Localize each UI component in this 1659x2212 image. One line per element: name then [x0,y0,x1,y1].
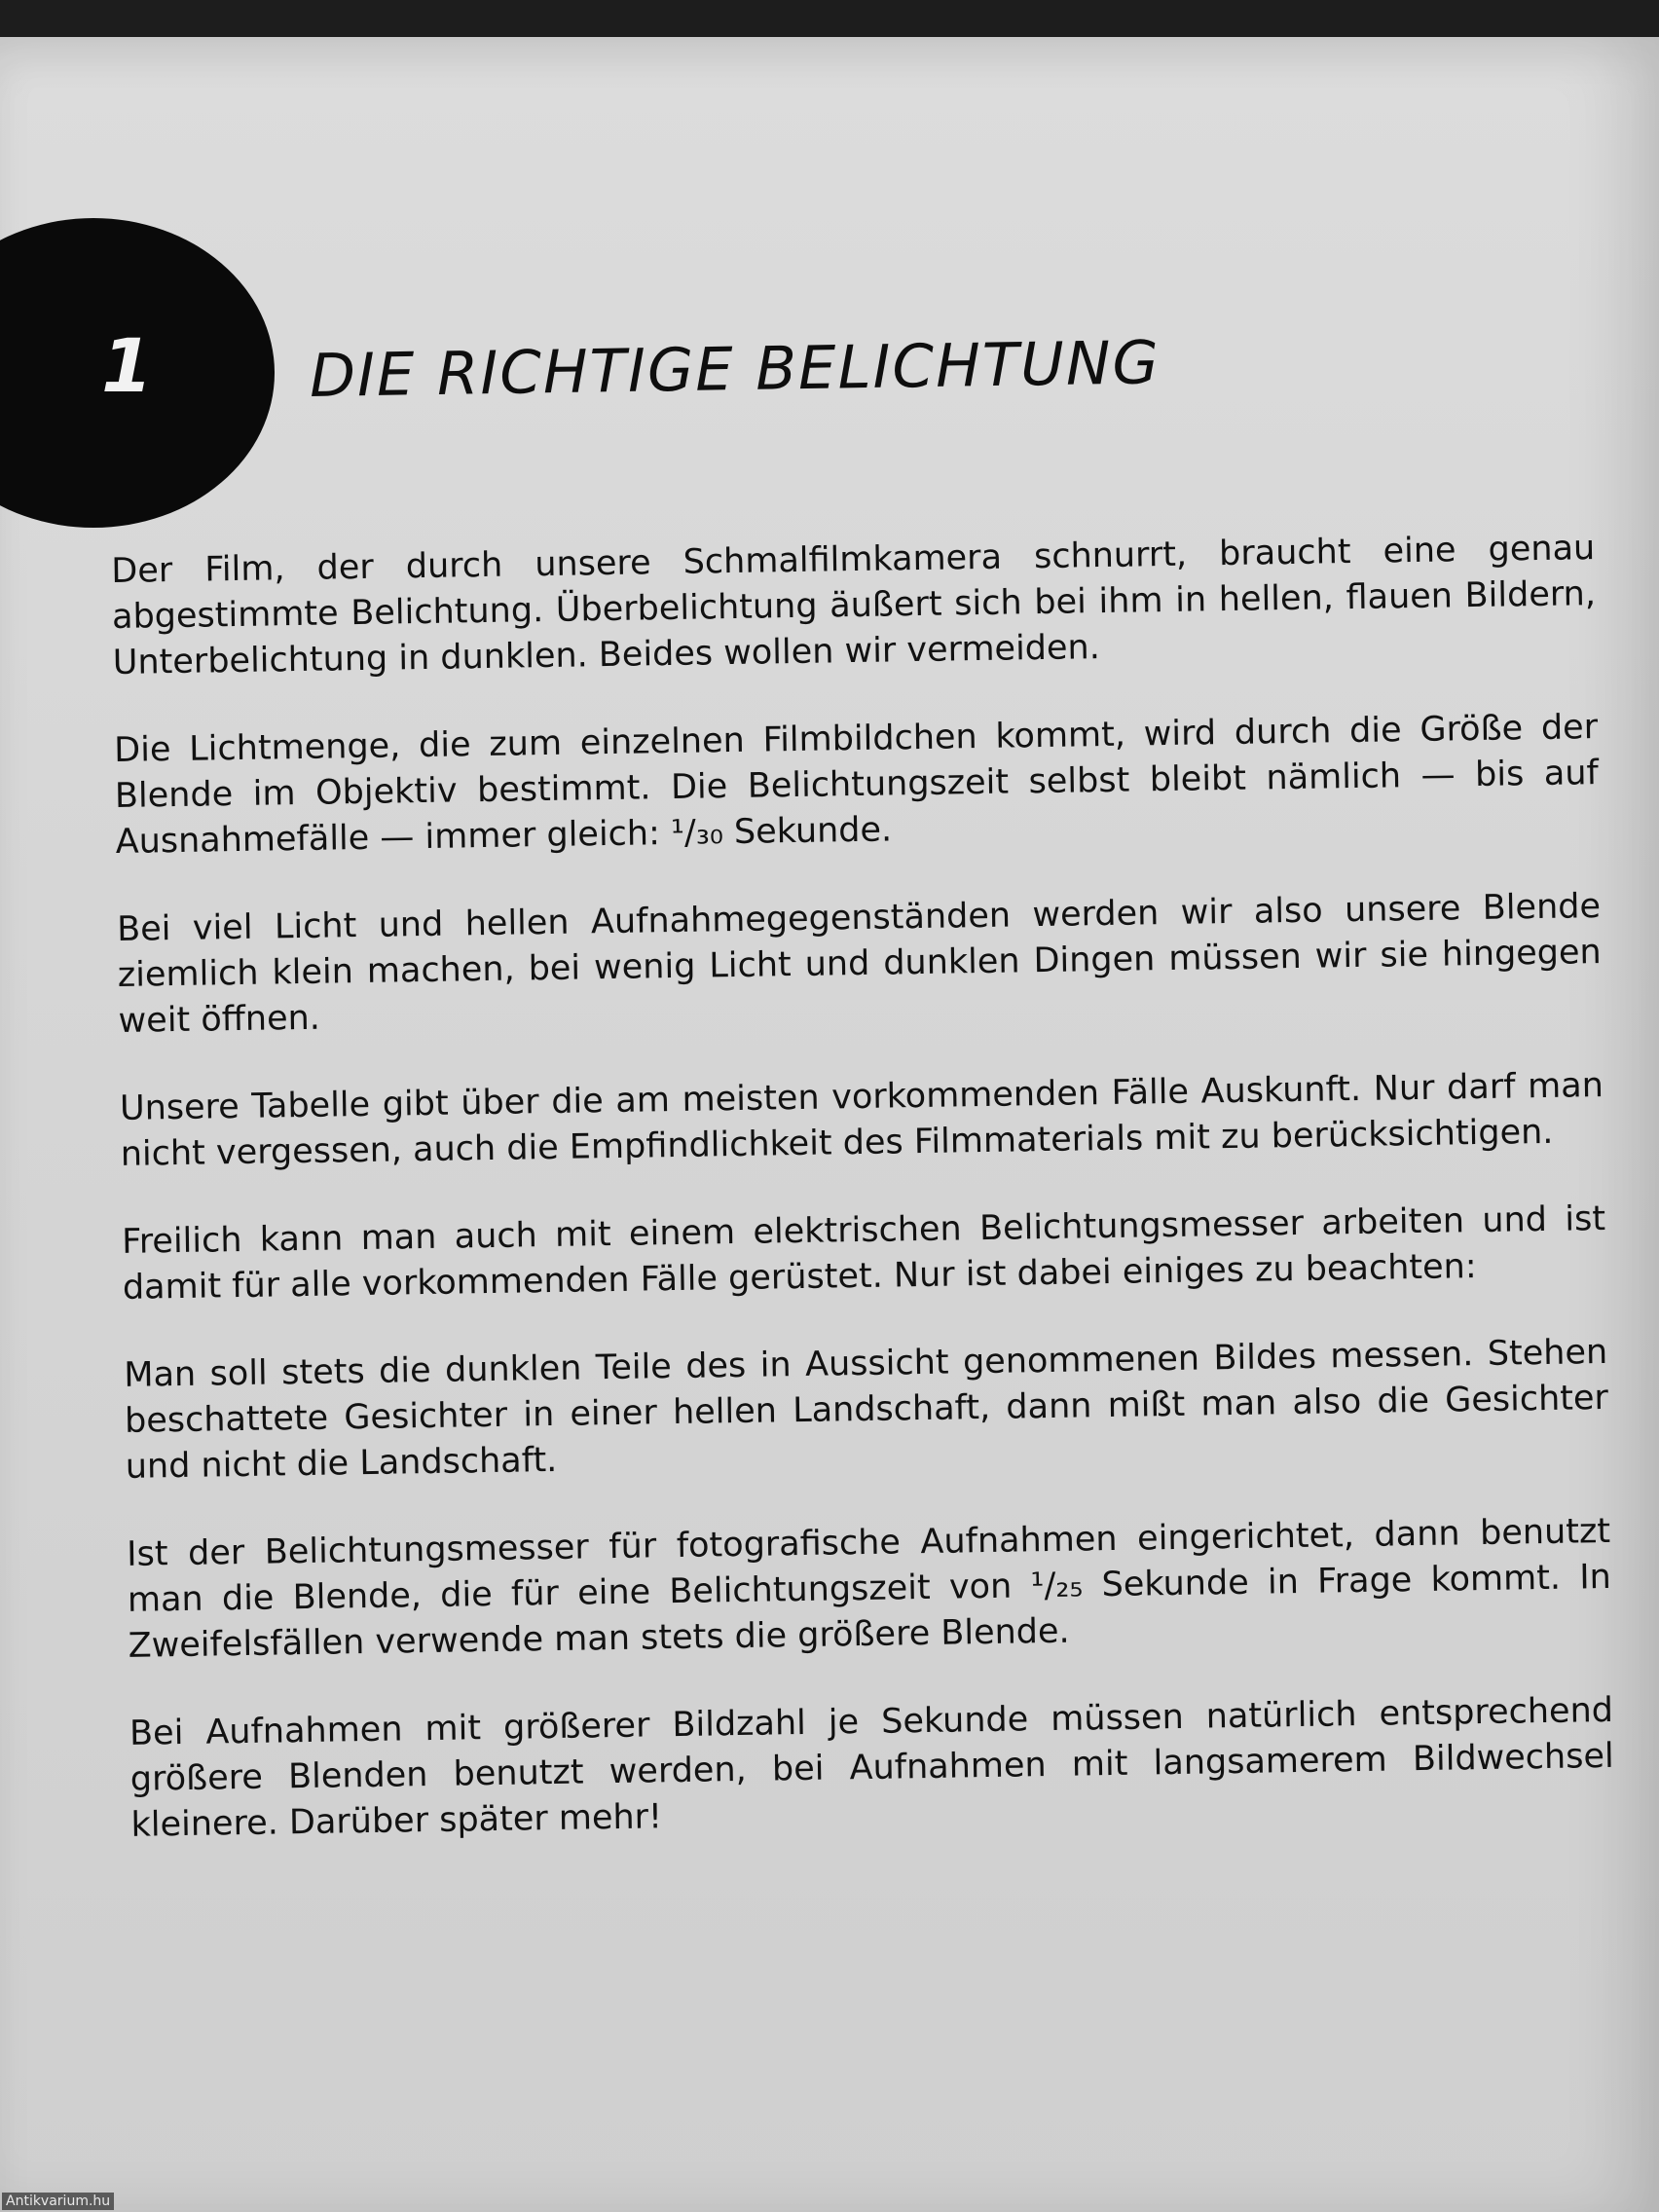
paragraph-5: Freilich kann man auch mit einem elektrischen Belichtungsmesser arbeiten und ist damit für alle vorkommenden Fälle gerüstet. Nur ist dabei einiges zu beachten: [121,1198,1606,1308]
paragraph-6: Man soll stets die dunklen Teile des in Aussicht genommenen Bildes messen. Stehen beschattete Gesichter in einer hellen Landschaft, dann mißt man also die Gesichter und nicht die Landschaft. [124,1332,1609,1487]
paragraph-1: Der Film, der durch unsere Schmalfilmkamera schnurrt, braucht eine genau abgestimmte Belichtung. Überbelichtung äußert sich bei ihm in hellen, flauen Bildern, Unterbelichtung in dunklen. Beides wollen wir vermeiden. [111,529,1597,682]
chapter-number: 1 [101,322,153,409]
paragraph-3: Bei viel Licht und hellen Aufnahmegegenständen werden wir also unsere Blende ziemlich klein machen, bei wenig Licht und dunklen Dingen müssen wir sie hingegen weit öffnen. [116,887,1603,1041]
chapter-title: DIE RICHTIGE BELICHTUNG [309,328,1161,411]
body-text [111,526,1615,1891]
book-page [0,37,1659,2212]
paragraph-4: Unsere Tabelle gibt über die am meisten vorkommenden Fälle Auskunft. Nur darf man nicht vergessen, auch die Empfindlichkeit des Filmmaterials mit zu berücksichtigen. [119,1065,1604,1174]
paragraph-7: Ist der Belichtungsmesser für fotografische Aufnahmen eingerichtet, dann benutzt man die Blende, die für eine Belichtungszeit von ¹/₂₅ Sekunde in Frage kommt. In Zweifelsfällen verwende man stets die größere Blende. [126,1511,1612,1666]
paragraph-2: Die Lichtmenge, die zum einzelnen Filmbildchen kommt, wird durch die Größe der Blende im Objektiv bestimmt. Die Belichtungszeit selbst bleibt nämlich — bis auf Ausnahmefälle — immer gleich: ¹/₃₀ Sekunde. [113,708,1600,862]
paragraph-8: Bei Aufnahmen mit größerer Bildzahl je Sekunde müssen natürlich entsprechend größere Blenden benutzt werden, bei Aufnahmen mit langsamerem Bildwechsel kleinere. Darüber später mehr! [129,1690,1614,1845]
watermark: Antikvarium.hu [2,2193,114,2210]
